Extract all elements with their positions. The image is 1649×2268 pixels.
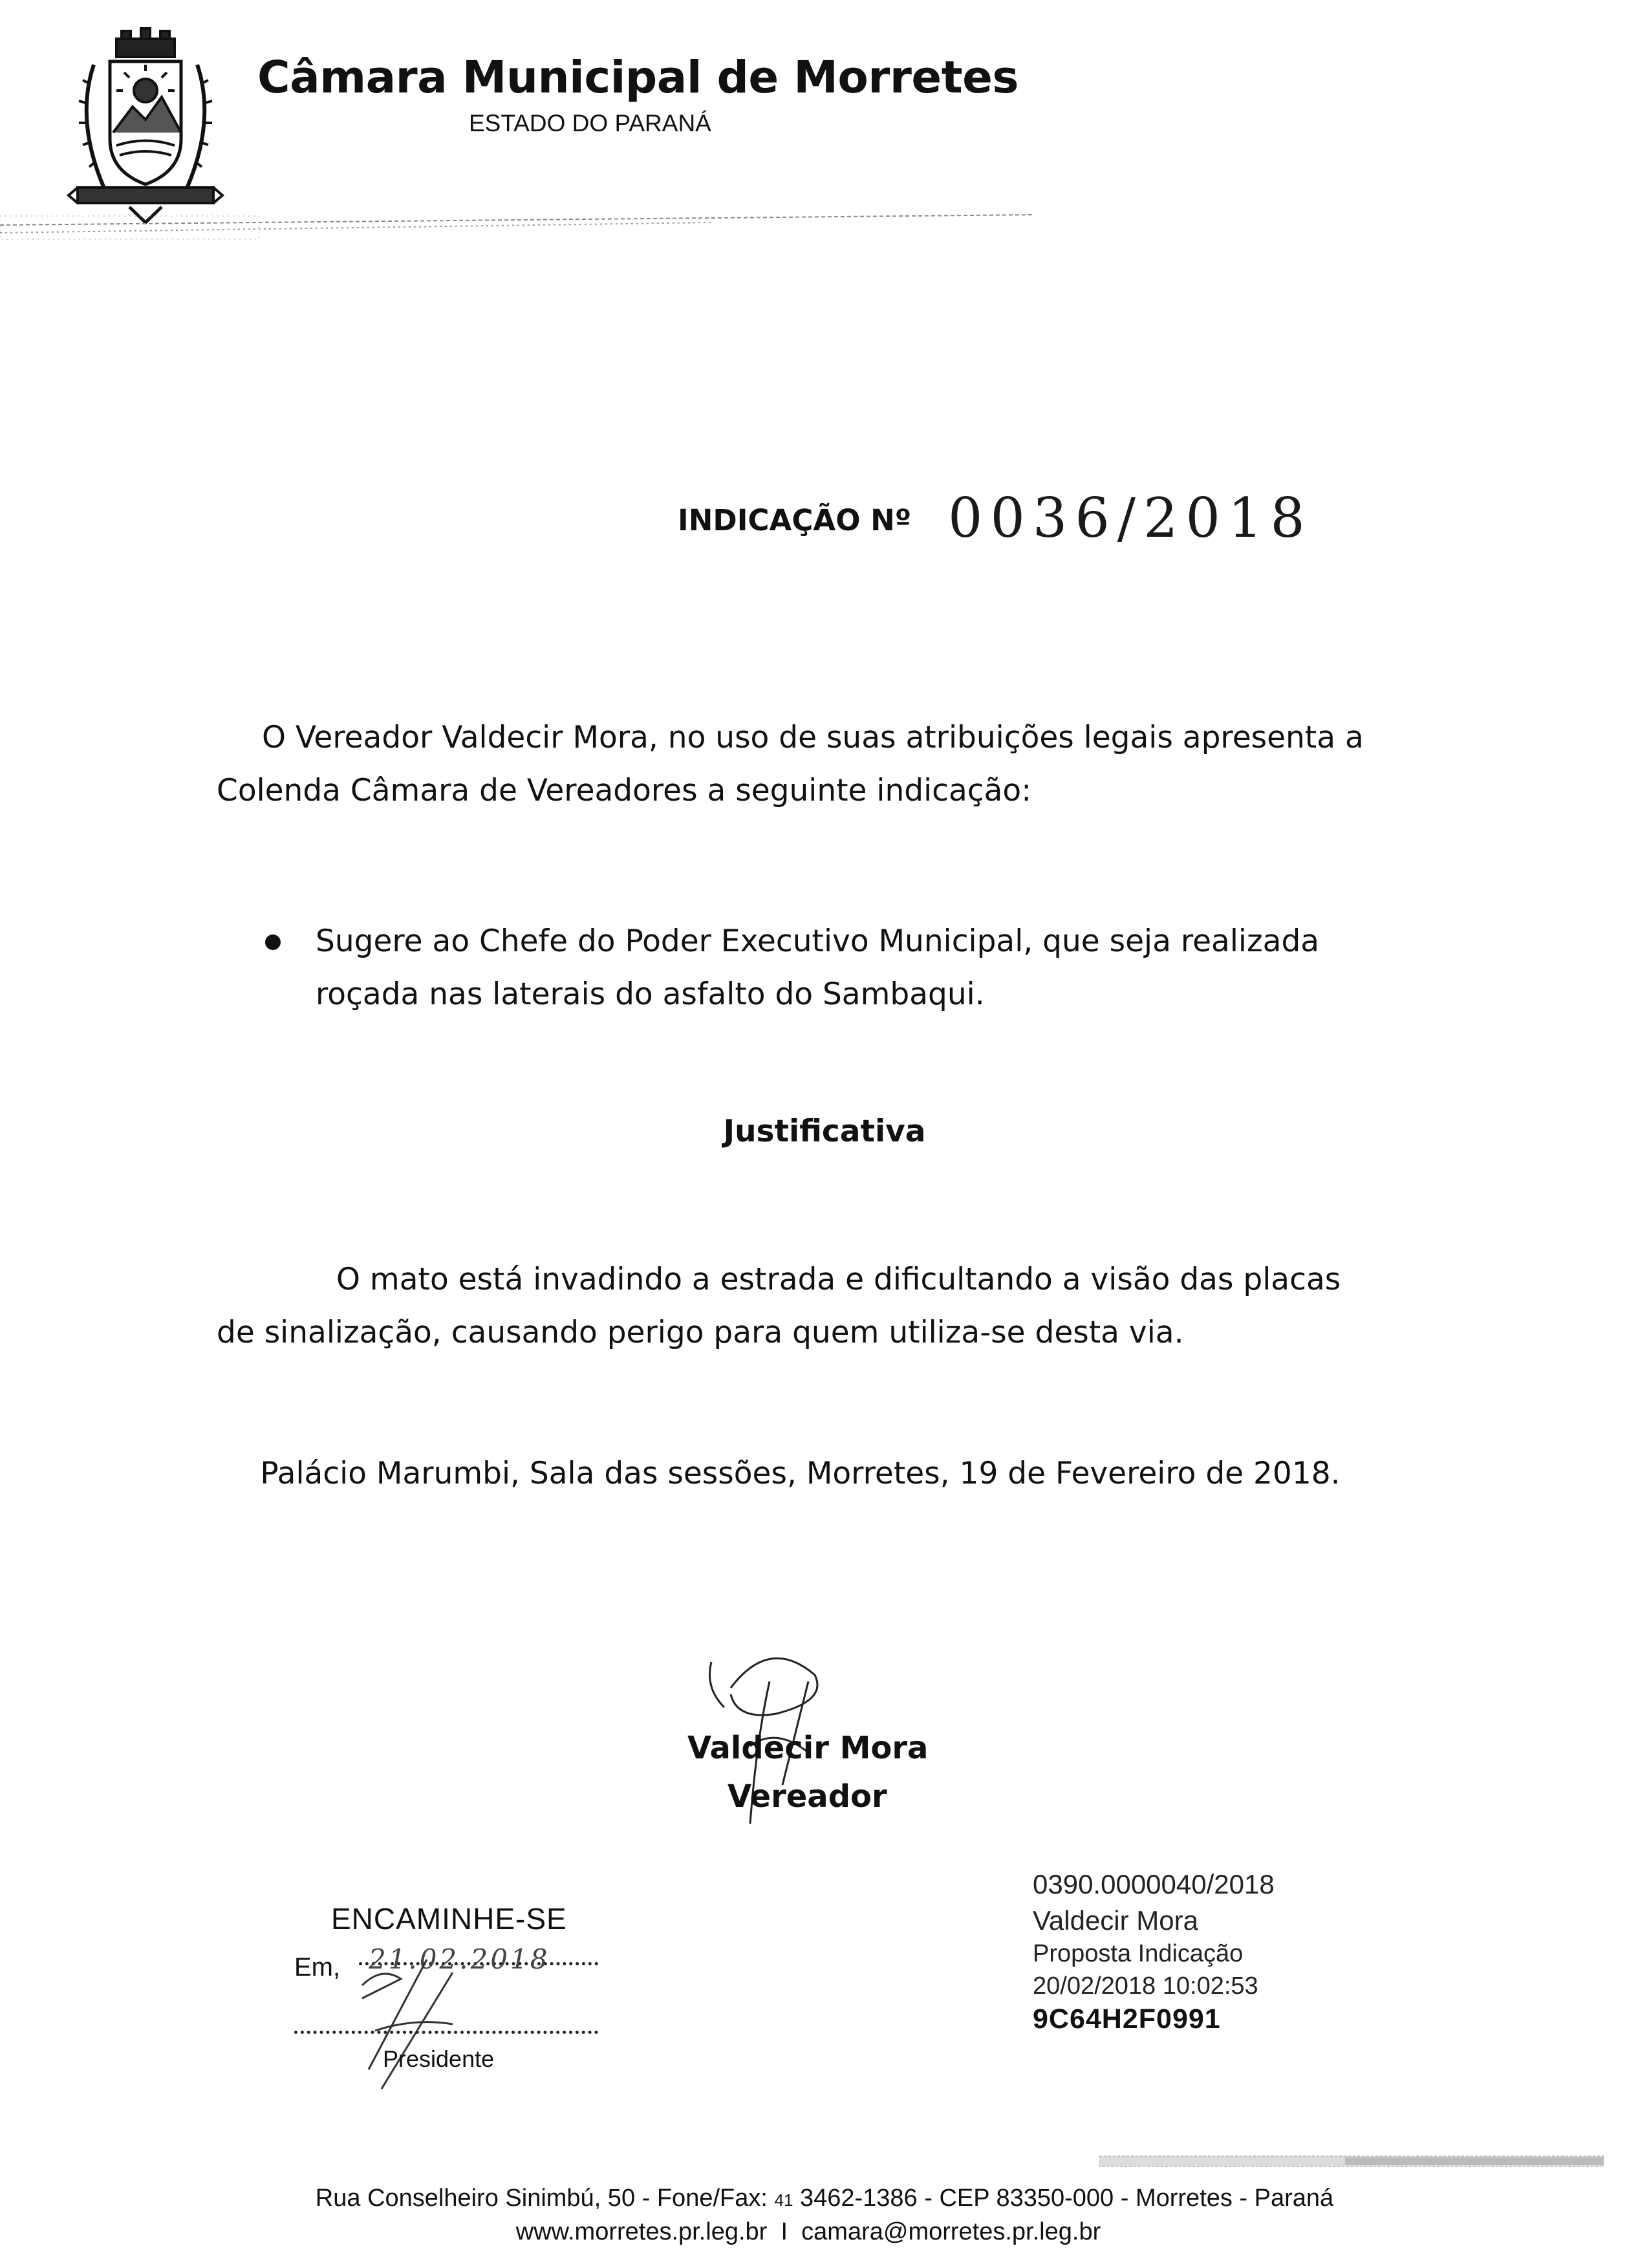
institution-state: ESTADO DO PARANÁ [469,110,711,136]
justification-paragraph: O mato está invadindo a estrada e dificultando a visão das placas de sinalização, causando perigo para quem utiliza-se desta via. [217,1262,1341,1350]
footer-website-link[interactable]: www.morretes.pr.leg.br [515,2218,768,2245]
justification-heading: Justificativa [723,1114,926,1149]
indicacao-label: INDICAÇÃO Nº [678,503,912,537]
forward-stamp-handwritten-date: 21.02.2018 [369,1943,550,1975]
protocol-code: 9C64H2F0991 [1033,2003,1221,2035]
header-divider [0,213,1035,242]
footer-divider [1099,2154,1604,2169]
president-signature-icon [323,1934,491,2102]
protocol-datetime: 20/02/2018 10:02:53 [1033,1972,1258,2000]
footer-area-code: 41 [774,2190,793,2210]
footer-address-part2: 3462-1386 - CEP 83350-000 - Morretes - Paraná [793,2185,1334,2212]
closing-line: Palácio Marumbi, Sala das sessões, Morretes, 19 de Fevereiro de 2018. [260,1456,1341,1491]
intro-paragraph: O Vereador Valdecir Mora, no uso de suas atribuições legais apresenta a Colenda Câmara de Vereadores a seguinte indicação: [217,720,1364,808]
institution-name: Câmara Municipal de Morretes [257,52,1018,103]
forward-stamp-title: ENCAMINHE-SE [331,1902,567,1936]
signer-name: Valdecir Mora [687,1730,929,1766]
indication-text: Sugere ao Chefe do Poder Executivo Municipal, que seja realizada roçada nas laterais do asfalto do Sambaqui. [316,923,1320,1012]
footer-address-part1: Rua Conselheiro Sinimbú, 50 - Fone/Fax: [315,2185,775,2212]
protocol-number: 0390.0000040/2018 [1033,1869,1275,1899]
footer-address [0,2185,1649,2212]
footer-contacts [0,2218,1617,2246]
footer-email-link[interactable]: camara@morretes.pr.leg.br [801,2218,1101,2245]
signer-role: Vereador [727,1778,887,1815]
protocol-author: Valdecir Mora [1033,1905,1198,1936]
protocol-type: Proposta Indicação [1033,1940,1244,1967]
forward-stamp-date-prefix: Em, [294,1953,341,1982]
footer-separator: I [781,2218,788,2245]
bullet-icon [265,934,281,950]
municipal-coat-of-arms-icon [65,26,226,226]
forward-stamp-signature-line [294,2031,598,2034]
indicacao-number-stamp: 0036/2018 [948,486,1313,550]
forward-stamp-signatory: Presidente [383,2046,495,2072]
